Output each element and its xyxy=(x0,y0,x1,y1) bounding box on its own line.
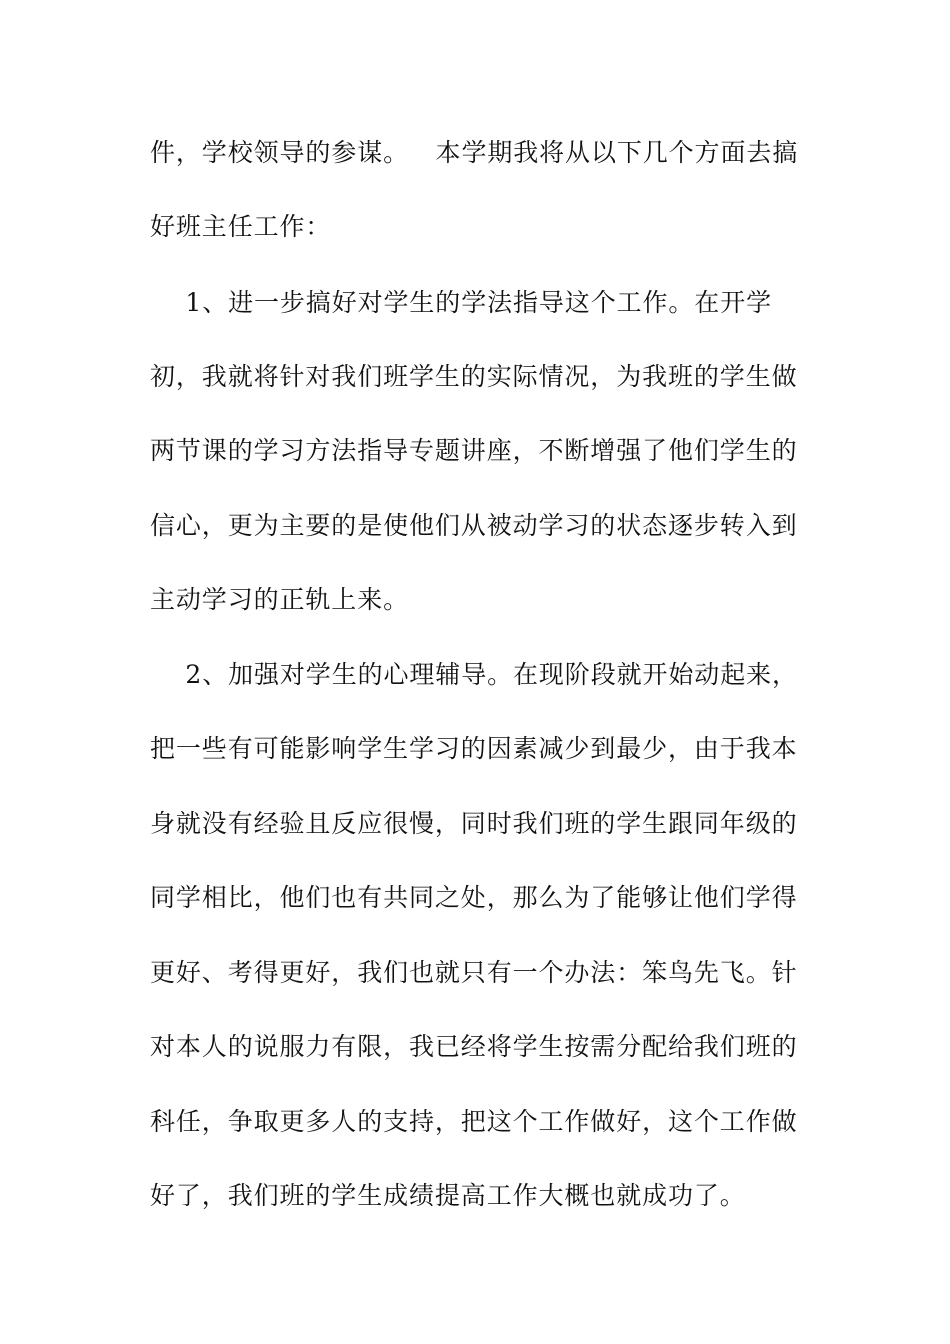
text-line-12: 更好、考得更好，我们也就只有一个办法：笨鸟先飞。针 xyxy=(150,958,798,987)
text-line-8: 2、加强对学生的心理辅导。在现阶段就开始动起来， xyxy=(150,660,798,689)
text-line-13: 对本人的说服力有限，我已经将学生按需分配给我们班的 xyxy=(150,1032,798,1061)
text-line-4: 初，我就将针对我们班学生的实际情况，为我班的学生做 xyxy=(150,362,798,391)
text-line-2: 好班主任工作： xyxy=(150,212,332,241)
text-line-6: 信心，更为主要的是使他们从被动学习的状态逐步转入到 xyxy=(150,511,798,540)
text-line-14: 科任，争取更多人的支持，把这个工作做好，这个工作做 xyxy=(150,1107,798,1136)
text-line-9: 把一些有可能影响学生学习的因素减少到最少，由于我本 xyxy=(150,734,798,763)
text-line-7: 主动学习的正轨上来。 xyxy=(150,585,410,614)
text-line-10: 身就没有经验且反应很慢，同时我们班的学生跟同年级的 xyxy=(150,809,798,838)
text-line-15: 好了，我们班的学生成绩提高工作大概也就成功了。 xyxy=(150,1181,746,1210)
text-line-11: 同学相比，他们也有共同之处，那么为了能够让他们学得 xyxy=(150,883,798,912)
text-line-1: 件，学校领导的参谋。 本学期我将从以下几个方面去搞 xyxy=(150,138,799,167)
text-line-3: 1、进一步搞好对学生的学法指导这个工作。在开学 xyxy=(150,288,772,317)
text-line-5: 两节课的学习方法指导专题讲座，不断增强了他们学生的 xyxy=(150,436,798,465)
